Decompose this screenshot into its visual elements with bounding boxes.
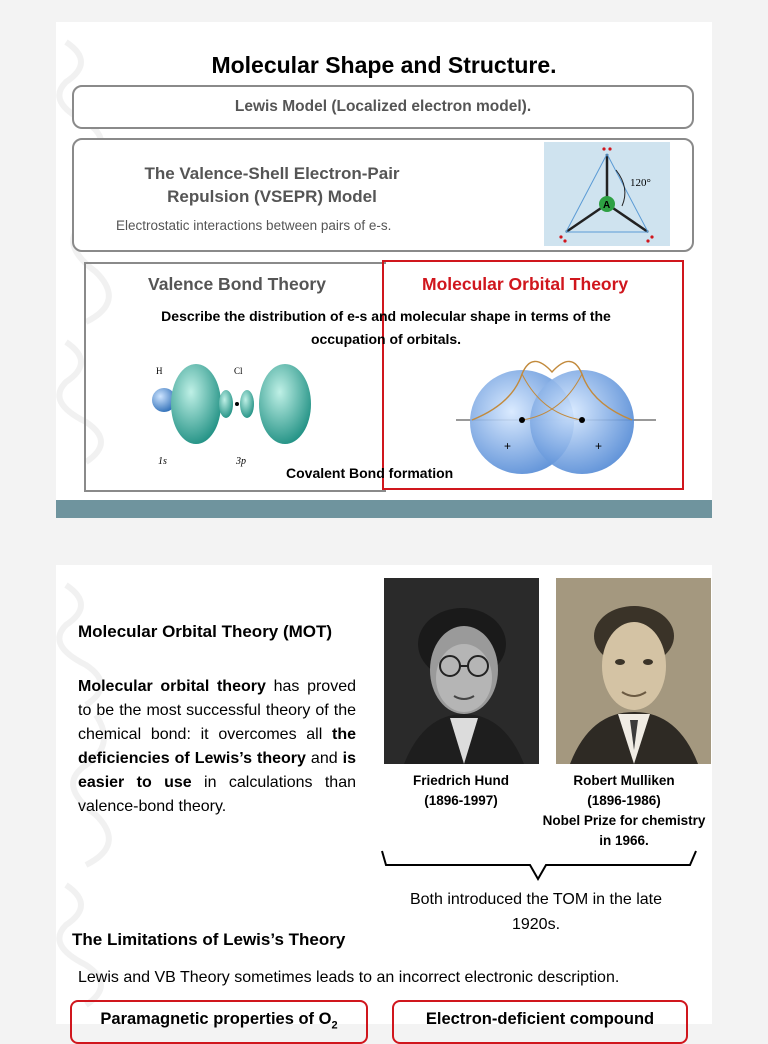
theory-description: Describe the distribution of e-s and molecular shape in terms of the occupation of orbitals.: [161, 308, 611, 347]
para-run: in calculations than valence-bond theory.: [78, 774, 357, 815]
mulliken-caption: [534, 771, 714, 851]
hund-caption: [396, 771, 526, 811]
friedrich-hund-portrait: [384, 578, 539, 764]
slide-divider-bar: [56, 500, 712, 518]
mulliken-years: (1896-1986): [587, 793, 661, 808]
limitations-heading: The Limitations of Lewis’s Theory: [72, 930, 346, 949]
vsepr-title: The Valence-Shell Electron-Pair Repulsion (VSEPR) Model: [144, 164, 400, 206]
mot-heading: Molecular Orbital Theory (MOT): [78, 622, 333, 641]
para-run: is easier to use: [78, 750, 356, 791]
central-atom-label: A: [603, 200, 611, 211]
molecular-orbital-title: Molecular Orbital Theory: [422, 274, 629, 294]
o2-subscript: 2: [331, 1019, 338, 1032]
paramagnetic-o2-box: [70, 1000, 368, 1044]
angle-label: 120°: [630, 177, 651, 189]
slide-mot-introduction: [56, 565, 712, 1032]
lewis-model-box: Lewis Model (Localized electron model).: [72, 85, 694, 129]
electron-deficient-box: Electron-deficient compound: [392, 1000, 688, 1044]
para-run: Molecular orbital theory: [78, 678, 266, 695]
para-run: and: [305, 750, 343, 767]
valence-bond-title: Valence Bond Theory: [148, 274, 326, 294]
vsepr-box: [72, 138, 694, 252]
paramagnetic-label: Paramagnetic properties of O: [100, 1010, 332, 1028]
slide-vsepr-overview: [56, 22, 712, 500]
slide-title: Molecular Shape and Structure.: [211, 52, 557, 78]
plus-sign-left: +: [504, 439, 512, 453]
hund-years: (1896-1997): [424, 793, 498, 808]
hund-name: Friedrich Hund: [412, 773, 509, 788]
introduction-note: Both introduced the TOM in the late 1920s.: [409, 891, 662, 933]
vsepr-subtitle: Electrostatic interactions between pairs of e-s.: [116, 218, 392, 233]
mo-overlap-diagram: [452, 344, 660, 468]
robert-mulliken-portrait: [556, 578, 711, 764]
orbital-3p-label: 3p: [236, 456, 246, 467]
orbital-1s-label: 1s: [158, 456, 167, 467]
mulliken-prize: Nobel Prize for chemistry in 1966.: [542, 813, 706, 848]
mot-paragraph: [78, 675, 356, 819]
limitations-body: Lewis and VB Theory sometimes leads to an incorrect electronic description.: [78, 969, 620, 986]
para-run: has proved to be the most successful theory of the chemical bond: it overcomes all: [78, 678, 356, 743]
plus-sign-right: +: [595, 439, 603, 453]
chlorine-label: Cl: [234, 366, 243, 376]
brace-connector: [380, 847, 700, 883]
covalent-bond-caption: Covalent Bond formation: [286, 465, 454, 481]
hydrogen-label: H: [156, 366, 163, 376]
trigonal-planar-diagram: [544, 142, 670, 246]
hcl-orbital-overlap-diagram: [142, 352, 322, 470]
para-run: the deficiencies of Lewis’s theory: [78, 726, 356, 767]
mulliken-name: Robert Mulliken: [573, 773, 675, 788]
